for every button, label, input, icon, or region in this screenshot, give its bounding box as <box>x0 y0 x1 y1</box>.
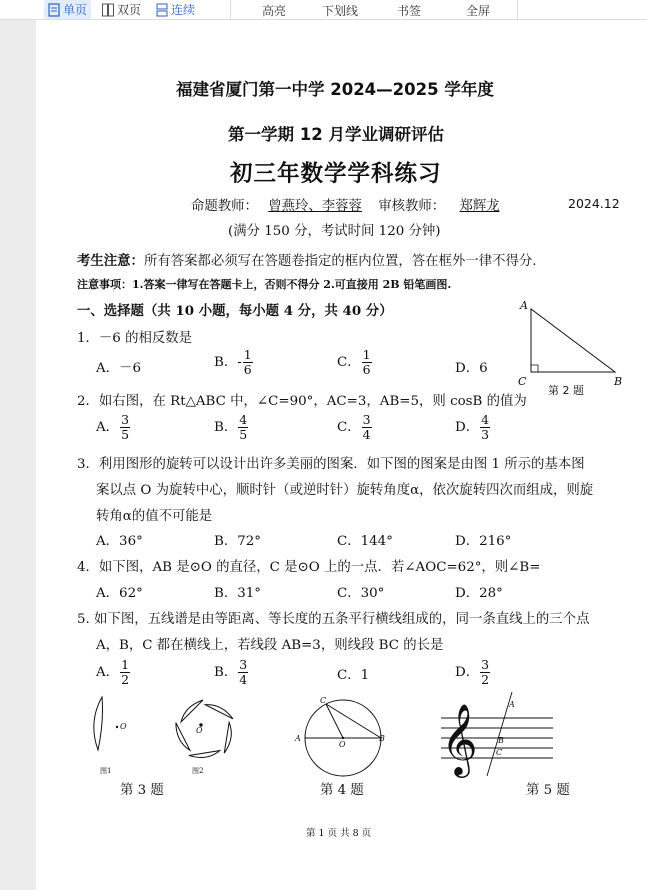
fig5-label-a: A <box>509 700 515 709</box>
fullscreen-button[interactable]: 全屏 <box>466 4 491 18</box>
fraction <box>243 348 253 377</box>
q5-option-d <box>455 658 491 687</box>
denominator: 4 <box>239 672 248 687</box>
doc-date: 2024.12 <box>568 196 620 211</box>
fraction <box>120 413 130 442</box>
double-page-label: 双页 <box>117 3 142 17</box>
q4-option-c: C．30° <box>337 586 385 601</box>
q4-option-d: D．28° <box>455 586 503 601</box>
numerator: 3 <box>362 412 371 427</box>
numerator: 3 <box>481 657 490 672</box>
q5-option-b <box>214 658 249 687</box>
fraction <box>238 413 248 442</box>
q5-option-a <box>96 658 131 687</box>
continuous-label: 连续 <box>171 3 196 17</box>
doc-title-school: 福建省厦门第一中学 2024—2025 学年度 <box>176 80 494 99</box>
toolbar-divider <box>517 0 518 20</box>
option-label: D． <box>455 665 480 680</box>
numerator: 1 <box>121 657 130 672</box>
fig3-point-o2: O <box>196 726 203 735</box>
fig5-label-b: B <box>498 736 504 745</box>
doc-title-subject: 初三年数学学科练习 <box>230 161 442 187</box>
denominator: 5 <box>121 427 130 442</box>
q1-option-c <box>337 348 373 377</box>
denominator: 4 <box>362 427 371 442</box>
left-gutter <box>0 20 36 890</box>
single-page-label: 单页 <box>63 3 88 17</box>
option-label: B． <box>214 665 238 680</box>
q5-line-1: 5. 如下图，五线谱是由等距离、等长度的五条平行横线组成的，同一条直线上的三个点 <box>77 612 590 627</box>
q2-option-b <box>214 413 249 442</box>
q2-option-d <box>455 413 491 442</box>
numerator: 4 <box>481 412 490 427</box>
denominator: 6 <box>362 362 371 377</box>
q5-line-2: A，B，C 都在横线上，若线段 AB=3，则线段 BC 的长是 <box>96 638 444 653</box>
fraction <box>120 658 130 687</box>
teacher-line <box>191 195 510 214</box>
fig4-caption: 第 4 题 <box>320 783 364 798</box>
fraction <box>238 658 248 687</box>
q2-option-a <box>96 413 131 442</box>
fraction <box>362 413 372 442</box>
option-label: A． <box>96 420 120 435</box>
denominator: 2 <box>481 672 490 687</box>
fig3-label-1: 图1 <box>100 767 112 775</box>
fraction <box>480 658 490 687</box>
q4-option-b: B．31° <box>214 586 261 601</box>
q1-option-d: D．6 <box>455 361 488 376</box>
q3-option-d: D．216° <box>455 534 512 549</box>
denominator: 3 <box>481 427 490 442</box>
q3-line-3: 转角α的值不可能是 <box>96 509 213 524</box>
toolbar-divider <box>230 0 231 20</box>
numerator: 3 <box>239 657 248 672</box>
option-label: C． <box>337 420 361 435</box>
single-page-button[interactable] <box>44 0 91 19</box>
treble-clef-icon: 𝄞 <box>441 702 478 775</box>
option-label: D． <box>455 420 480 435</box>
underline-button[interactable]: 下划线 <box>322 4 359 18</box>
fig5-caption: 第 5 题 <box>526 783 570 798</box>
fig2-label-c: C <box>518 375 527 388</box>
teachers-label: 命题教师： <box>191 199 258 214</box>
fraction <box>480 413 490 442</box>
bookmark-button[interactable]: 书签 <box>397 4 422 18</box>
fig2-caption: 第 2 题 <box>548 384 584 397</box>
denominator: 2 <box>121 672 130 687</box>
fig2-label-a: A <box>520 299 528 312</box>
fig4-label-a: A <box>295 734 301 743</box>
q3-line-2: 案以点 O 为旋转中心，顺时针（或逆时针）旋转角度α，依次旋转四次而组成，则旋 <box>96 483 594 498</box>
q1-option-a: A．－6 <box>96 361 141 376</box>
highlight-button[interactable]: 高亮 <box>262 4 287 18</box>
notice-label: 考生注意： <box>77 253 144 269</box>
reviewer-label: 审核教师： <box>378 199 446 214</box>
denominator: 6 <box>243 362 252 377</box>
option-label: B．- <box>214 355 242 370</box>
q1-option-b <box>214 348 254 377</box>
numerator: 3 <box>121 412 130 427</box>
q5-option-c: C．1 <box>337 668 370 683</box>
q1-stem: 1．－6 的相反数是 <box>77 331 193 346</box>
fig4-label-b: B <box>379 734 385 743</box>
view-toolbar <box>0 0 647 20</box>
fig4-label-c: C <box>320 696 327 705</box>
continuous-button[interactable] <box>152 0 199 19</box>
page-footer: 第 1 页 共 8 页 <box>306 828 372 839</box>
notice-line-1 <box>77 250 537 269</box>
double-page-icon <box>102 3 114 17</box>
continuous-icon <box>156 3 168 17</box>
option-label: B． <box>214 420 238 435</box>
double-page-button[interactable] <box>98 0 145 19</box>
q3-option-b: B．72° <box>214 534 261 549</box>
q2-stem: 2．如右图，在 Rt△ABC 中，∠C=90°，AC=3，AB=5，则 cosB 的值为 <box>77 394 527 409</box>
reviewer-name: 郑辉龙 <box>459 199 500 214</box>
fraction <box>362 348 372 377</box>
teachers-names: 曾燕玲、李蓉蓉 <box>268 199 362 214</box>
fig3-label-2: 图2 <box>192 767 204 775</box>
q3-option-c: C．144° <box>337 534 393 549</box>
denominator: 5 <box>239 427 248 442</box>
document-page <box>36 20 647 890</box>
numerator: 4 <box>239 412 248 427</box>
q3-line-1: 3．利用图形的旋转可以设计出许多美丽的图案．如下图的图案是由图 1 所示的基本图 <box>77 457 585 472</box>
exam-info: (满分 150 分，考试时间 120 分钟) <box>228 224 441 239</box>
fig2-label-b: B <box>614 375 623 388</box>
q4-stem: 4．如下图，AB 是⊙O 的直径，C 是⊙O 上的一点．若∠AOC=62°，则∠B= <box>77 560 541 575</box>
notice-text: 所有答案都必须写在答题卷指定的框内位置，答在框外一律不得分. <box>143 254 537 269</box>
fig5-staff <box>439 688 555 780</box>
single-page-icon <box>48 3 60 17</box>
section-heading: 一、选择题（共 10 小题，每小题 4 分，共 40 分） <box>77 303 393 319</box>
q2-option-c <box>337 413 373 442</box>
option-label: C． <box>337 355 361 370</box>
numerator: 1 <box>362 347 371 362</box>
q4-option-a: A．62° <box>96 586 143 601</box>
fig5-label-c: C <box>496 748 503 757</box>
q3-option-a: A．36° <box>96 534 143 549</box>
fig3-caption: 第 3 题 <box>120 783 164 798</box>
doc-title-term: 第一学期 12 月学业调研评估 <box>228 125 444 144</box>
numerator: 1 <box>243 347 252 362</box>
fig3-point-o: O <box>120 722 127 731</box>
option-label: A． <box>96 665 120 680</box>
fig4-label-o: O <box>339 740 346 749</box>
notice-line-2: 注意事项：1.答案一律写在答题卡上，否则不得分 2.可直接用 2B 铅笔画图. <box>77 278 452 291</box>
